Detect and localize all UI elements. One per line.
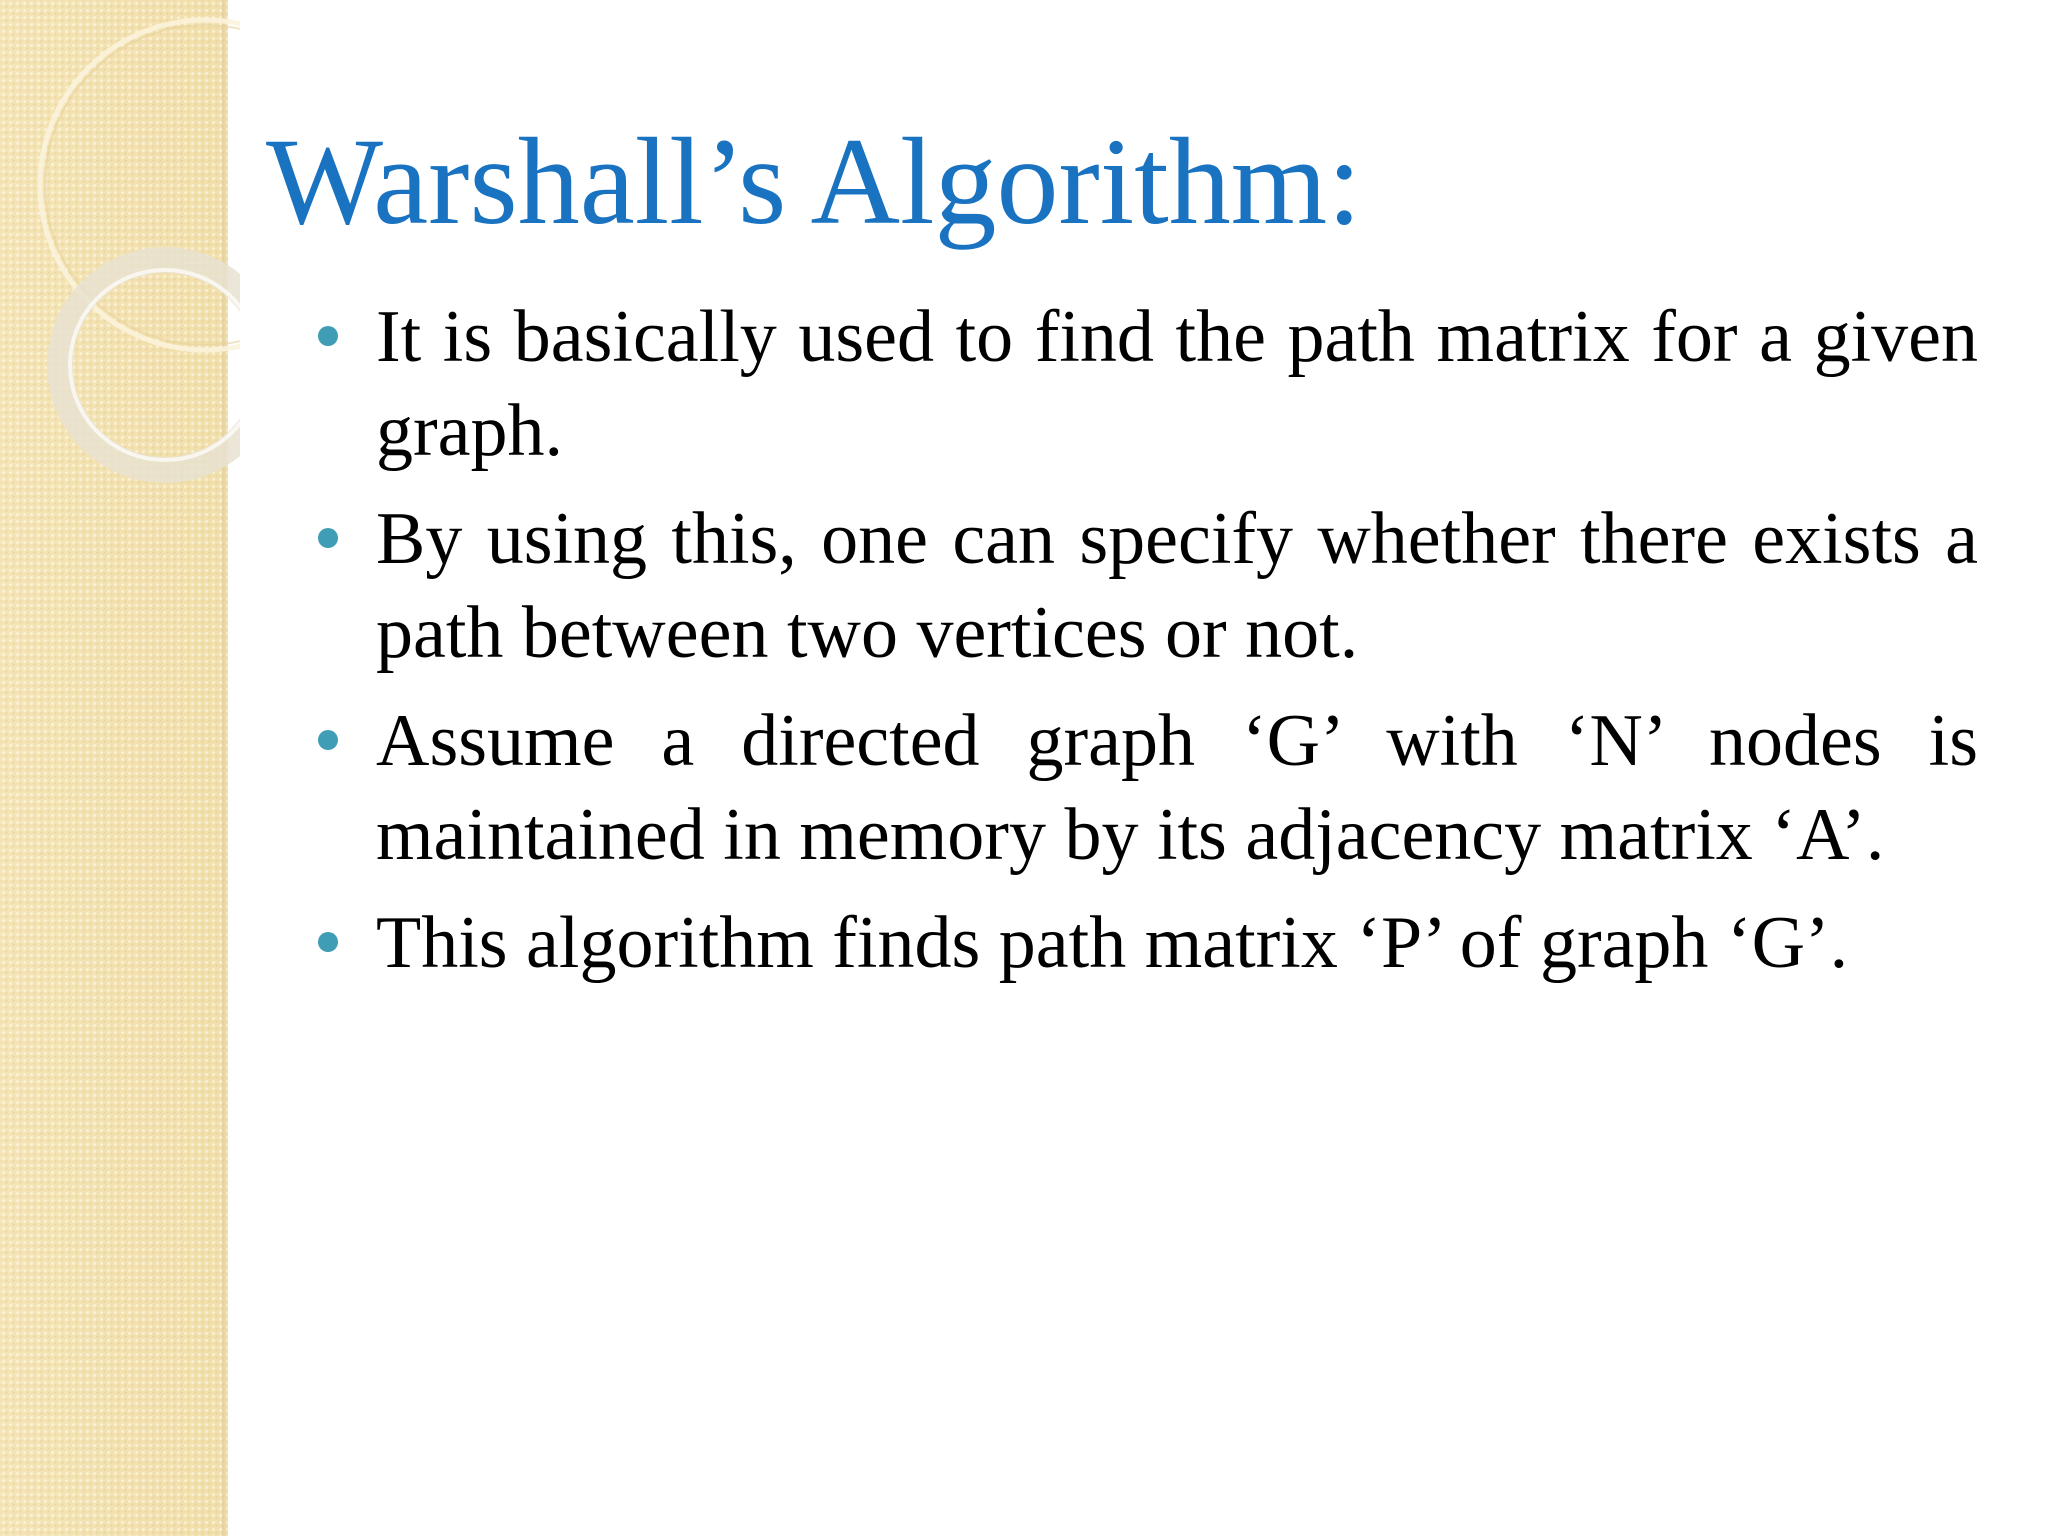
bullet-marker-icon xyxy=(318,730,338,750)
bullet-list xyxy=(318,290,1978,1004)
bullet-item xyxy=(318,290,1978,478)
bullet-text: This algorithm finds path matrix ‘P’ of graph ‘G’. xyxy=(376,902,1849,984)
bullet-text: It is basically used to find the path matrix for a given graph. xyxy=(376,296,1978,472)
bullet-marker-icon xyxy=(318,932,338,952)
slide-title: Warshall’s Algorithm: xyxy=(266,113,1362,250)
bullet-text: By using this, one can specify whether there exists a path between two vertices or not. xyxy=(376,498,1978,674)
bullet-marker-icon xyxy=(318,528,338,548)
small-ring-highlight xyxy=(70,270,240,460)
small-ring xyxy=(60,260,240,470)
bullet-text: Assume a directed graph ‘G’ with ‘N’ nodes is maintained in memory by its adjacency matrix ‘A’. xyxy=(376,700,1978,876)
bullet-marker-icon xyxy=(318,326,338,346)
bullet-item xyxy=(318,492,1978,680)
decorative-rings xyxy=(0,0,240,520)
bullet-item xyxy=(318,694,1978,882)
bullet-item xyxy=(318,896,1978,990)
